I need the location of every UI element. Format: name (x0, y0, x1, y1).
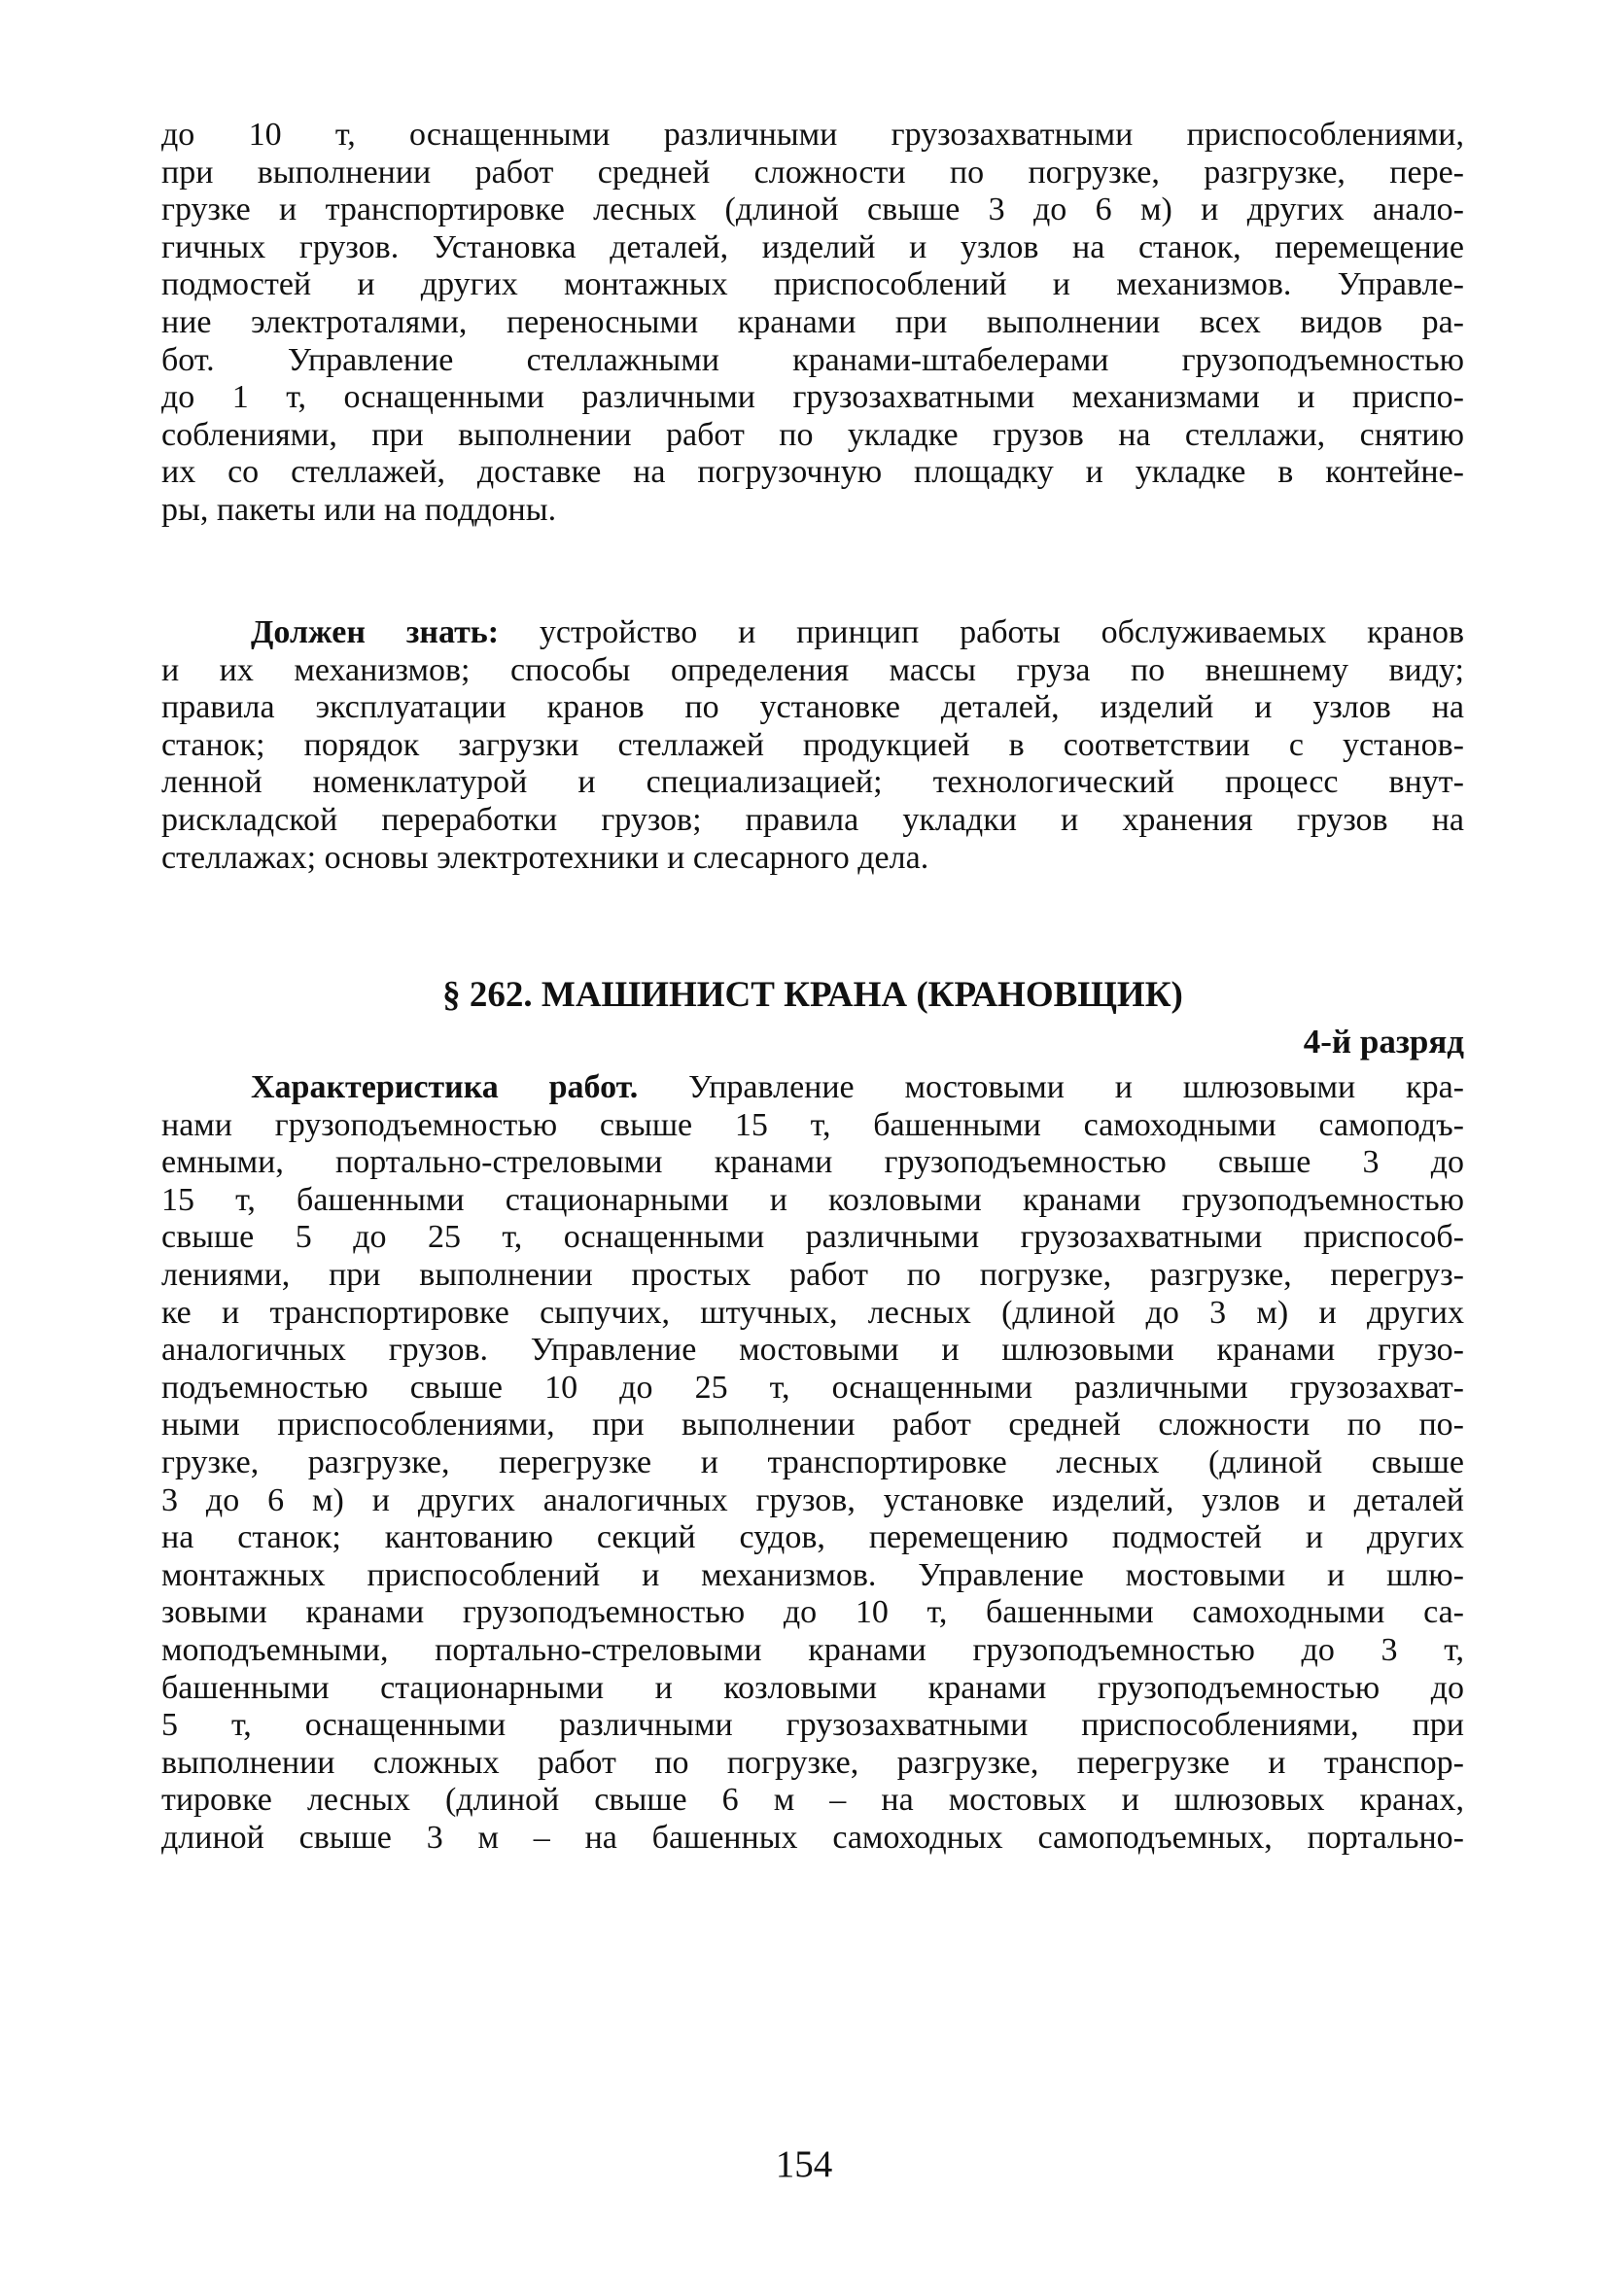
text-line: ленной номенклатурой и специализацией; технологический процесс внут- (161, 764, 1464, 801)
text-line (161, 614, 1464, 652)
text-run: устройство и принцип работы обслуживаемых кранов (499, 614, 1464, 650)
text-line: и их механизмов; способы определения массы груза по внешнему виду; (161, 651, 1464, 688)
text-line: рискладской переработки грузов; правила укладки и хранения грузов на (161, 801, 1464, 838)
text-line: аналогичных грузов. Управление мостовыми и шлюзовыми кранами грузо- (161, 1332, 1464, 1369)
text-line: тировке лесных (длиной свыше 6 м – на мостовых и шлюзовых кранах, (161, 1782, 1464, 1819)
text-line: емными, портально-стреловыми кранами грузоподъемностью свыше 3 до (161, 1144, 1464, 1181)
text-run: Управление мостовыми и шлюзовыми кра- (638, 1069, 1464, 1105)
text-line: зовыми кранами грузоподъемностью до 10 т, башенными самоходными са- (161, 1594, 1464, 1631)
text-line: при выполнении работ средней сложности по погрузке, разгрузке, пере- (161, 154, 1464, 191)
text-line (161, 1069, 1464, 1107)
text-line: подъемностью свыше 10 до 25 т, оснащенными различными грузозахват- (161, 1369, 1464, 1406)
text-line: ние электроталями, переносными кранами при выполнении всех видов ра- (161, 303, 1464, 340)
characteristics-lead: Характеристика работ. (251, 1069, 639, 1105)
text-line: монтажных приспособлений и механизмов. Управление мостовыми и шлю- (161, 1556, 1464, 1593)
text-line: до 1 т, оснащенными различными грузозахватными механизмами и приспо- (161, 379, 1464, 416)
continuation-paragraph (161, 117, 1464, 530)
text-line: на станок; кантованию секций судов, перемещению подмостей и других (161, 1519, 1464, 1556)
characteristics-paragraph (161, 1069, 1464, 1857)
text-line: ке и транспортировке сыпучих, штучных, лесных (длиной до 3 м) и других (161, 1294, 1464, 1331)
text-line: лениями, при выполнении простых работ по погрузке, разгрузке, перегруз- (161, 1256, 1464, 1293)
text-line: ры, пакеты или на поддоны. (161, 491, 557, 528)
text-line: выполнении сложных работ по погрузке, разгрузке, перегрузке и транспор- (161, 1744, 1464, 1781)
page-number: 154 (775, 2143, 833, 2185)
text-line: 5 т, оснащенными различными грузозахватными приспособлениями, при (161, 1707, 1464, 1744)
text-line: 3 до 6 м) и других аналогичных грузов, установке изделий, узлов и деталей (161, 1481, 1464, 1518)
text-line: бот. Управление стеллажными кранами-штабелерами грузоподъемностью (161, 341, 1464, 378)
text-line: свыше 5 до 25 т, оснащенными различными грузозахватными приспособ- (161, 1219, 1464, 1256)
text-line: гичных грузов. Установка деталей, изделий и узлов на станок, перемещение (161, 228, 1464, 265)
text-line: ными приспособлениями, при выполнении работ средней сложности по по- (161, 1407, 1464, 1444)
requirements-paragraph (161, 614, 1464, 877)
text-line: до 10 т, оснащенными различными грузозахватными приспособлениями, (161, 117, 1464, 153)
text-line: грузке и транспортировке лесных (длиной свыше 3 до 6 м) и других анало- (161, 191, 1464, 228)
text-line: длиной свыше 3 м – на башенных самоходных самоподъемных, портально- (161, 1819, 1464, 1856)
text-line: нами грузоподъемностью свыше 15 т, башенными самоходными самоподъ- (161, 1106, 1464, 1143)
text-line: их со стеллажей, доставке на погрузочную площадку и укладке в контейне- (161, 454, 1464, 491)
text-line: станок; порядок загрузки стеллажей продукцией в соответствии с установ- (161, 726, 1464, 763)
section-heading: § 262. МАШИНИСТ КРАНА (КРАНОВЩИК) (442, 975, 1183, 1015)
text-line: башенными стационарными и козловыми кранами грузоподъемностью до (161, 1669, 1464, 1706)
text-line: грузке, разгрузке, перегрузке и транспортировке лесных (длиной свыше (161, 1444, 1464, 1480)
text-line: подмостей и других монтажных приспособлений и механизмов. Управле- (161, 266, 1464, 303)
text-line: стеллажах; основы электротехники и слесарного дела. (161, 839, 929, 876)
text-line: 15 т, башенными стационарными и козловыми кранами грузоподъемностью (161, 1181, 1464, 1218)
text-line: соблениями, при выполнении работ по укладке грузов на стеллажи, снятию (161, 416, 1464, 453)
requirements-lead: Должен знать: (251, 614, 500, 650)
grade-label: 4-й разряд (1303, 1023, 1464, 1061)
text-line: моподъемными, портально-стреловыми кранами грузоподъемностью до 3 т, (161, 1631, 1464, 1668)
text-line: правила эксплуатации кранов по установке деталей, изделий и узлов на (161, 689, 1464, 726)
